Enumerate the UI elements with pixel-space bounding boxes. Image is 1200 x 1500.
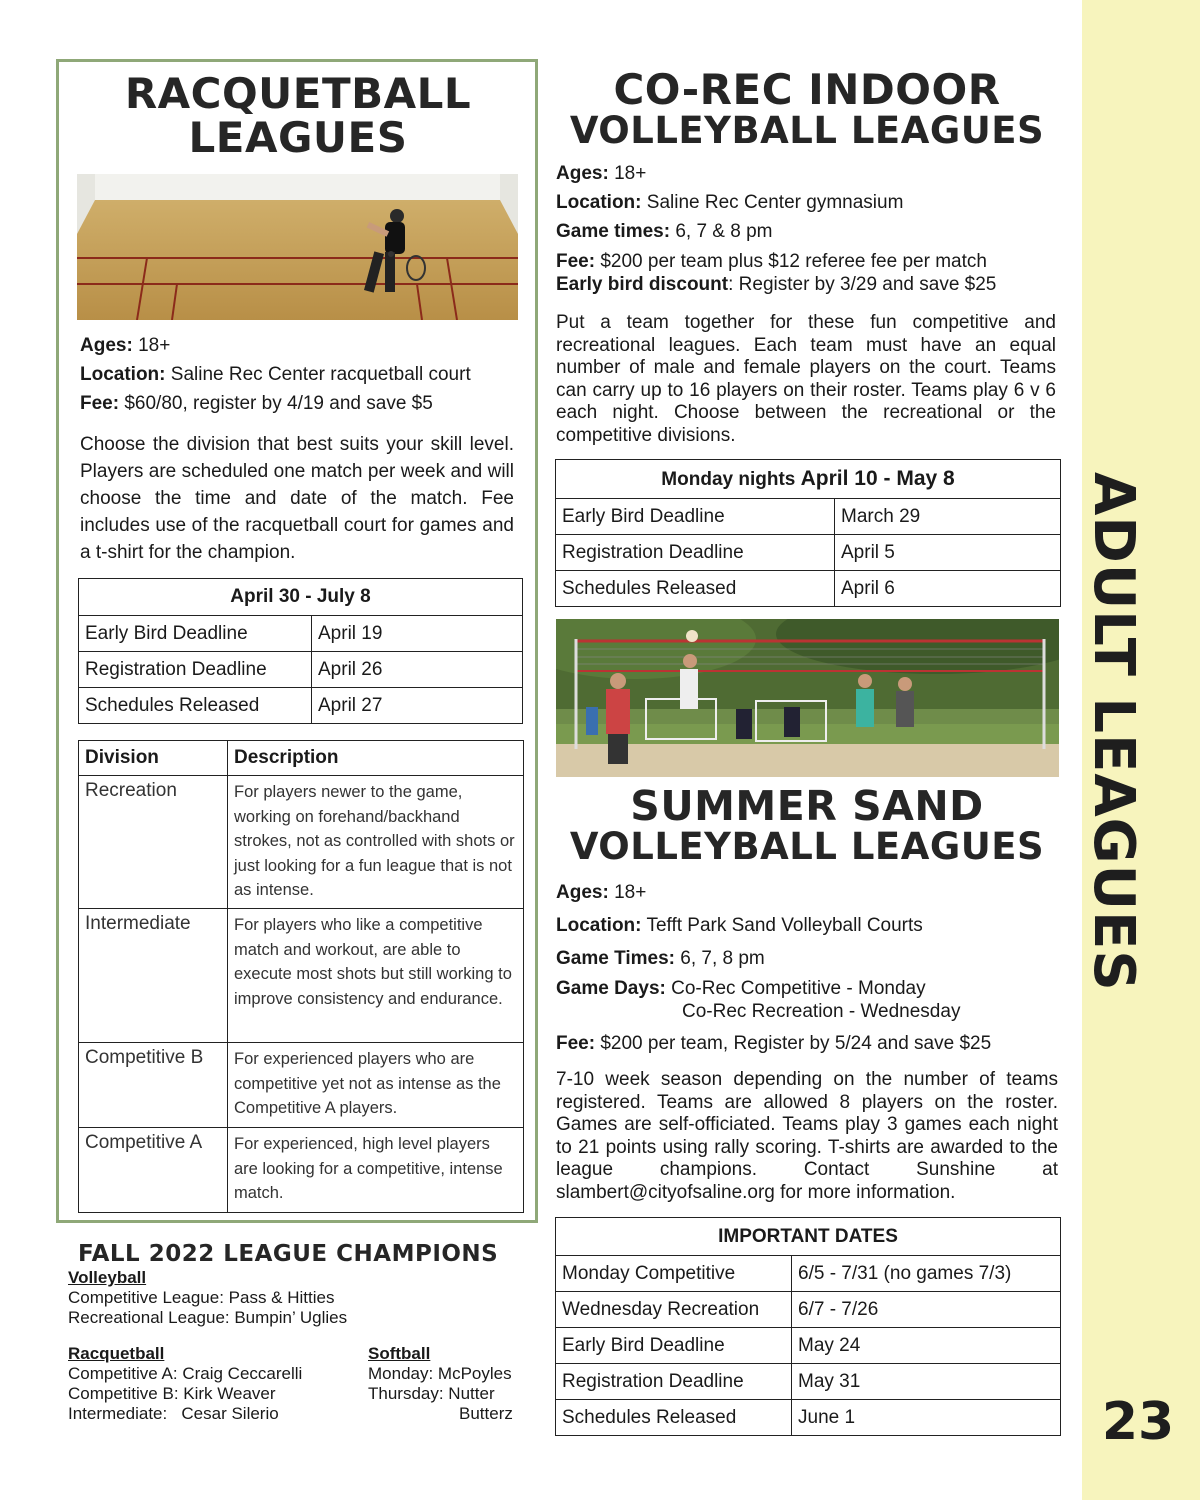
racquetball-description: Choose the division that best suits your skill level. Players are scheduled one match per week and will choose the time and date of the match. Fee includes use of the racquetball court for games and a t-shirt for the champion. xyxy=(80,434,514,563)
indoor-fee: $200 per team plus $12 referee fee per match xyxy=(600,251,987,272)
indoor-title-line1: CO-REC INDOOR xyxy=(613,65,1001,114)
champions-volleyball-2: Recreational League: Bumpin’ Uglies xyxy=(68,1308,348,1327)
page-number: 23 xyxy=(1101,1392,1175,1452)
indoor-fee-label: Fee: xyxy=(556,251,596,272)
table-row xyxy=(556,1328,1061,1364)
indoor-early: : Register by 3/29 and save $25 xyxy=(728,274,997,295)
indoor-dates-header-a: Monday nights xyxy=(661,469,796,490)
table-row xyxy=(556,535,1061,571)
sand-ages-label: Ages: xyxy=(556,882,609,903)
sand-ages: 18+ xyxy=(614,882,647,903)
sand-days-label: Game Days: xyxy=(556,978,666,999)
champions-racquetball-2: Competitive B: Kirk Weaver xyxy=(68,1384,276,1403)
indoor-times-label: Game times: xyxy=(556,221,671,242)
champions-softball-heading: Softball xyxy=(368,1344,431,1363)
date-value: March 29 xyxy=(835,499,1061,535)
indoor-times: 6, 7 & 8 pm xyxy=(675,221,773,242)
table-row xyxy=(79,776,524,909)
sand-volleyball-photo xyxy=(556,619,1059,777)
champions-softball xyxy=(368,1344,538,1424)
sand-days-2: Co-Rec Recreation - Wednesday xyxy=(682,1001,961,1022)
date-value: June 1 xyxy=(792,1400,1061,1436)
date-value: April 27 xyxy=(312,688,523,724)
racquetball-photo xyxy=(77,174,518,320)
racquetball-fee: $60/80, register by 4/19 and save $5 xyxy=(124,393,433,414)
champions-volleyball-1: Competitive League: Pass & Hitties xyxy=(68,1288,335,1307)
section-label: ADULT LEAGUES xyxy=(1081,472,1146,992)
champions-softball-3: Butterz xyxy=(459,1404,513,1423)
date-label: Schedules Released xyxy=(79,688,312,724)
sand-title-line1: SUMMER SAND xyxy=(630,782,984,830)
sand-fee-label: Fee: xyxy=(556,1033,596,1054)
indoor-dates-table xyxy=(555,459,1061,607)
description-header: Description xyxy=(228,741,524,776)
champions-volleyball-heading: Volleyball xyxy=(68,1268,147,1287)
indoor-ages: 18+ xyxy=(614,163,647,184)
date-value: April 5 xyxy=(835,535,1061,571)
sand-title xyxy=(556,782,1058,869)
indoor-location: Saline Rec Center gymnasium xyxy=(646,192,904,213)
table-row xyxy=(556,1364,1061,1400)
racquetball-dates-header: April 30 - July 8 xyxy=(79,579,523,616)
date-value: April 26 xyxy=(312,652,523,688)
date-label: Registration Deadline xyxy=(556,1364,792,1400)
table-row xyxy=(79,1043,524,1128)
sand-title-line2: VOLLEYBALL LEAGUES xyxy=(569,825,1045,869)
division-description: For players who like a competitive match and workout, are able to execute most shots but still working to improve consistency and endurance. xyxy=(228,909,524,1043)
sand-description: 7-10 week season depending on the number of teams registered. Teams are allowed 8 players on the roster. Games are self-officiated. Teams play 3 games each night to 21 points using rally scoring. T-shirts are awarded to the league champions. Contact Sunshine at slambert@cityofsaline.org for more information. xyxy=(556,1069,1058,1203)
champions-racquetball-3: Intermediate: Cesar Silerio xyxy=(68,1404,279,1423)
division-name: Intermediate xyxy=(79,909,228,1043)
date-label: Registration Deadline xyxy=(556,535,835,571)
table-row xyxy=(556,571,1061,607)
racquetball-location: Saline Rec Center racquetball court xyxy=(170,364,471,385)
racquetball-fee-label: Fee: xyxy=(80,393,120,414)
date-label: Early Bird Deadline xyxy=(556,499,835,535)
racquetball-title-line2: LEAGUES xyxy=(188,113,408,163)
sand-dates-table xyxy=(555,1217,1061,1436)
division-description: For players newer to the game, working on forehand/backhand strokes, not as controlled with shots or just looking for a fun league that is not as intense. xyxy=(228,776,524,909)
indoor-early-label: Early bird discount xyxy=(556,274,729,295)
division-description: For experienced players who are competitive yet not as intense as the Competitive A players. xyxy=(228,1043,524,1128)
table-row xyxy=(79,652,523,688)
sand-location-label: Location: xyxy=(556,915,642,936)
date-label: Wednesday Recreation xyxy=(556,1292,792,1328)
champions-volleyball xyxy=(68,1268,528,1328)
champions-softball-2: Thursday: Nutter xyxy=(368,1384,495,1403)
date-label: Early Bird Deadline xyxy=(556,1328,792,1364)
date-label: Monday Competitive xyxy=(556,1256,792,1292)
indoor-location-label: Location: xyxy=(556,192,642,213)
table-row xyxy=(79,688,523,724)
racquetball-dates-table xyxy=(78,578,523,724)
date-label: Schedules Released xyxy=(556,1400,792,1436)
date-label: Early Bird Deadline xyxy=(79,616,312,652)
indoor-title-line2: VOLLEYBALL LEAGUES xyxy=(569,109,1045,153)
table-row xyxy=(79,909,524,1043)
date-value: April 6 xyxy=(835,571,1061,607)
sand-times-label: Game Times: xyxy=(556,948,675,969)
indoor-info xyxy=(556,159,1058,296)
date-label: Registration Deadline xyxy=(79,652,312,688)
sand-fee: $200 per team, Register by 5/24 and save $25 xyxy=(600,1033,992,1054)
division-name: Recreation xyxy=(79,776,228,909)
champions-racquetball xyxy=(68,1344,358,1424)
champions-softball-1: Monday: McPoyles xyxy=(368,1364,512,1383)
indoor-dates-header xyxy=(556,460,1061,499)
indoor-description: Put a team together for these fun competitive and recreational leagues. Each team must have an equal number of male and female players on the court. Teams can carry up to 16 players on their roster. Teams play 6 v 6 each night. Choose between the recreational or the competitive divisions. xyxy=(556,312,1056,446)
racquetball-title xyxy=(60,69,536,163)
champions-title: FALL 2022 LEAGUE CHAMPIONS xyxy=(78,1241,499,1267)
table-row xyxy=(556,1400,1061,1436)
sand-info xyxy=(556,878,1060,1058)
racquetball-ages-label: Ages: xyxy=(80,335,133,356)
date-value: 6/7 - 7/26 xyxy=(792,1292,1061,1328)
table-row xyxy=(556,1256,1061,1292)
racquetball-info xyxy=(80,331,520,418)
sand-days-1: Co-Rec Competitive - Monday xyxy=(671,978,926,999)
date-value: May 31 xyxy=(792,1364,1061,1400)
champions-racquetball-1: Competitive A: Craig Ceccarelli xyxy=(68,1364,303,1383)
sand-dates-header: IMPORTANT DATES xyxy=(556,1218,1061,1256)
division-name: Competitive A xyxy=(79,1128,228,1213)
date-value: 6/5 - 7/31 (no games 7/3) xyxy=(792,1256,1061,1292)
division-description: For experienced, high level players are looking for a competitive, intense match. xyxy=(228,1128,524,1213)
sand-location: Tefft Park Sand Volleyball Courts xyxy=(646,915,923,936)
champions-racquetball-heading: Racquetball xyxy=(68,1344,165,1363)
division-table xyxy=(78,740,524,1213)
division-header: Division xyxy=(79,741,228,776)
division-name: Competitive B xyxy=(79,1043,228,1128)
date-value: April 19 xyxy=(312,616,523,652)
table-row xyxy=(79,1128,524,1213)
table-row xyxy=(79,616,523,652)
indoor-title xyxy=(556,65,1058,153)
sand-times: 6, 7, 8 pm xyxy=(680,948,765,969)
indoor-dates-header-b: April 10 - May 8 xyxy=(800,467,955,490)
table-row xyxy=(556,499,1061,535)
date-label: Schedules Released xyxy=(556,571,835,607)
racquetball-location-label: Location: xyxy=(80,364,166,385)
date-value: May 24 xyxy=(792,1328,1061,1364)
table-row xyxy=(556,1292,1061,1328)
racquetball-ages: 18+ xyxy=(138,335,171,356)
racquetball-title-line1: RACQUETBALL xyxy=(124,69,472,118)
indoor-ages-label: Ages: xyxy=(556,163,609,184)
